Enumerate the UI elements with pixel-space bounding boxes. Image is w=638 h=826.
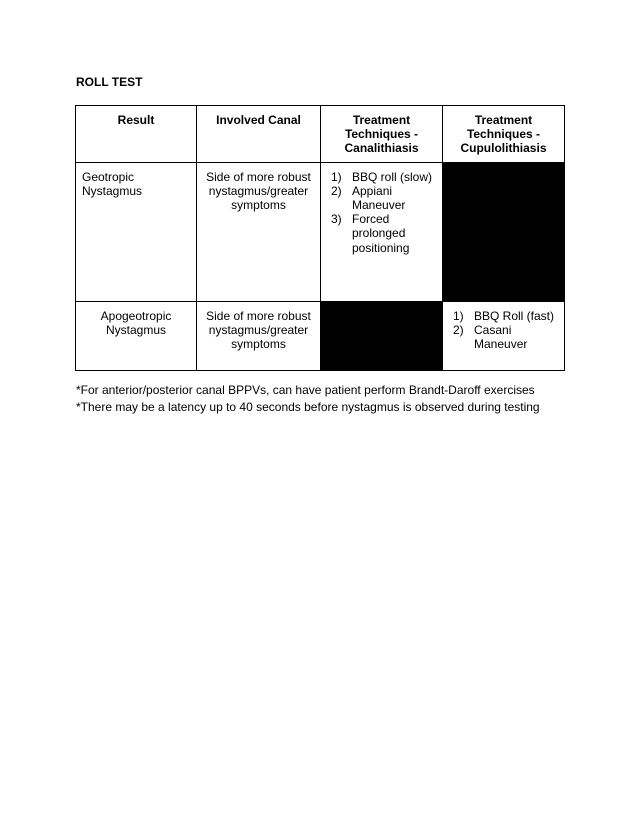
list-item-text: BBQ roll (slow) (352, 169, 433, 184)
list-item-number: 1) (331, 169, 342, 184)
footnote-latency: *There may be a latency up to 40 seconds before nystagmus is observed during testing (76, 400, 540, 414)
technique-list (327, 170, 436, 255)
list-item-number: 3) (331, 212, 342, 227)
list-item (327, 170, 436, 184)
list-item (327, 212, 436, 255)
cell-result-geotropic: Geotropic Nystagmus (76, 162, 197, 301)
list-item-text: Appiani Maneuver (352, 183, 406, 213)
cell-canalithiasis-geotropic (321, 162, 443, 301)
list-item-number: 2) (331, 183, 342, 198)
footnote-brandt-daroff: *For anterior/posterior canal BPPVs, can have patient perform Brandt-Daroff exercises (76, 383, 535, 397)
roll-test-table (75, 105, 565, 371)
table-row (76, 162, 565, 301)
list-item (449, 323, 558, 351)
list-item-number: 1) (453, 308, 464, 323)
cell-result-apogeotropic: Apogeotropic Nystagmus (76, 301, 197, 370)
list-item-number: 2) (453, 322, 464, 337)
header-result: Result (76, 106, 197, 163)
header-involved-canal: Involved Canal (197, 106, 321, 163)
cell-cupulolithiasis-geotropic-blocked (443, 162, 565, 301)
technique-list (449, 309, 558, 352)
footnotes (76, 382, 540, 416)
header-canalithiasis: Treatment Techniques - Canalithiasis (321, 106, 443, 163)
cell-canal-apogeotropic: Side of more robust nystagmus/greater symptoms (197, 301, 321, 370)
cell-canalithiasis-apogeotropic-blocked (321, 301, 443, 370)
table-row (76, 301, 565, 370)
list-item (327, 184, 436, 212)
table-header-row (76, 106, 565, 163)
list-item-text: Casani Maneuver (474, 322, 528, 352)
list-item-text: BBQ Roll (fast) (474, 308, 555, 323)
list-item (449, 309, 558, 323)
header-cupulolithiasis: Treatment Techniques - Cupulolithiasis (443, 106, 565, 163)
list-item-text: Forced prolonged positioning (352, 212, 410, 255)
page-title: ROLL TEST (76, 75, 143, 89)
cell-cupulolithiasis-apogeotropic (443, 301, 565, 370)
cell-canal-geotropic: Side of more robust nystagmus/greater symptoms (197, 162, 321, 301)
